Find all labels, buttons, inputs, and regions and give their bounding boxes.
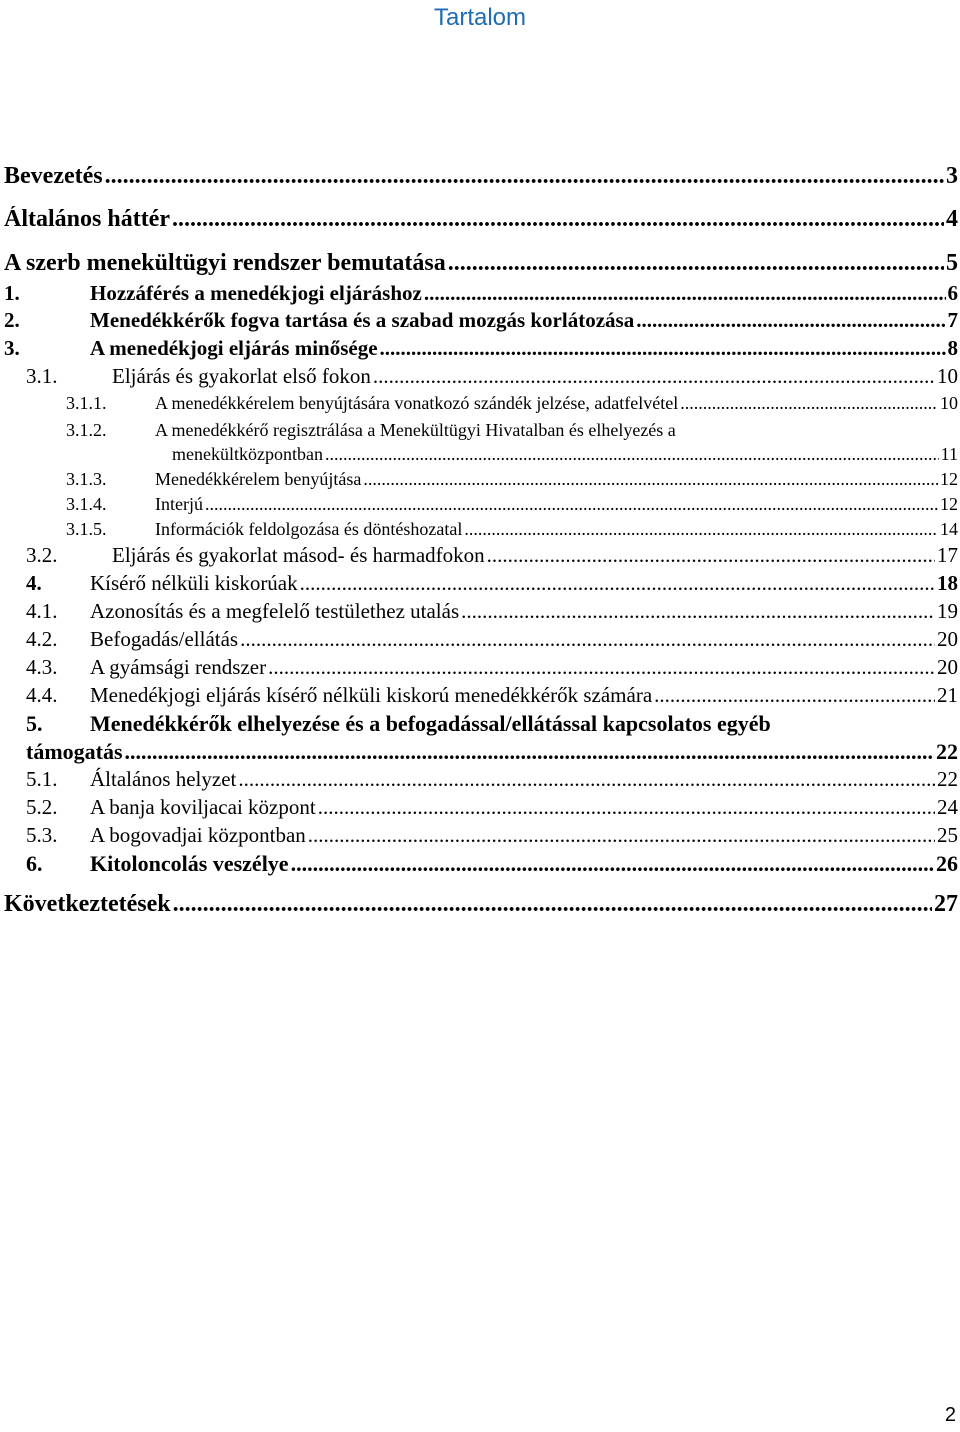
- toc-entry-bevezetes[interactable]: [4, 163, 958, 190]
- dot-leader: [363, 469, 938, 490]
- dot-leader: [325, 444, 939, 465]
- toc-title: Kitoloncolás veszélye: [90, 851, 289, 876]
- toc-page-number: 19: [937, 599, 958, 623]
- toc-number: 4.: [26, 571, 42, 595]
- toc-number: 6.: [26, 851, 43, 876]
- toc-entry-1[interactable]: [4, 281, 958, 306]
- toc-entry-4-4[interactable]: [26, 683, 958, 708]
- toc-number: 5.1.: [26, 767, 58, 791]
- toc-page-number: 20: [937, 627, 958, 651]
- toc-page-number: 14: [940, 519, 958, 539]
- dot-leader: [380, 336, 946, 361]
- dot-leader: [291, 851, 934, 877]
- toc-entry-5-2[interactable]: [26, 795, 958, 820]
- toc-title: Menedékkérelem benyújtása: [155, 469, 362, 489]
- toc-entry-4-2[interactable]: [26, 627, 958, 652]
- toc-number: 3.2.: [26, 543, 58, 567]
- toc-title: Következtetések: [4, 891, 171, 917]
- toc-number: 4.3.: [26, 655, 58, 679]
- toc-number: 1.: [4, 281, 20, 305]
- toc-entry-kovetkeztetesek[interactable]: [4, 891, 958, 918]
- toc-title: A banja koviljacai központ: [90, 795, 316, 819]
- toc-entry-3[interactable]: [4, 336, 958, 361]
- toc-entry-4-1[interactable]: [26, 599, 958, 624]
- toc-title: A menedékkérelem benyújtására vonatkozó szándék jelzése, adatfelvétel: [155, 393, 679, 413]
- toc-number: 5.2.: [26, 795, 58, 819]
- toc-page-number: 7: [947, 308, 958, 332]
- toc-page-number: 10: [937, 364, 958, 388]
- toc-page-number: 3: [946, 163, 958, 189]
- toc-title: A menedékjogi eljárás minősége: [90, 336, 378, 360]
- dot-leader: [464, 519, 938, 540]
- toc-entry-3-1-3[interactable]: [66, 469, 958, 490]
- toc-entry-3-1-4[interactable]: [66, 494, 958, 515]
- toc-title: A szerb menekültügyi rendszer bemutatása: [4, 250, 446, 276]
- toc-page-number: 4: [946, 206, 958, 232]
- toc-number: 3.1.3.: [66, 469, 107, 489]
- toc-entry-3-1-2-continued[interactable]: [172, 444, 958, 465]
- toc-title: Menedékkérők fogva tartása és a szabad mozgás korlátozása: [90, 308, 635, 332]
- dot-leader: [205, 494, 938, 515]
- toc-title: Eljárás és gyakorlat első fokon: [112, 364, 371, 388]
- dot-leader: [300, 571, 935, 596]
- dot-leader: [308, 823, 935, 848]
- toc-title: Bevezetés: [4, 163, 103, 189]
- toc-entry-5[interactable]: [26, 711, 958, 737]
- toc-page-number: 11: [940, 444, 958, 464]
- toc-page-number: 12: [940, 494, 958, 514]
- toc-title: Eljárás és gyakorlat másod- és harmadfokon: [112, 543, 485, 567]
- toc-title-line2: támogatás: [26, 739, 123, 764]
- toc-entry-5-continued[interactable]: [26, 739, 958, 765]
- toc-title-line1: A menedékkérő regisztrálása a Menekültügyi Hivatalban és elhelyezés a: [155, 420, 676, 440]
- toc-title: Általános háttér: [4, 206, 170, 232]
- toc-title-line2: menekültközpontban: [172, 444, 323, 464]
- toc-page-number: 20: [937, 655, 958, 679]
- toc-number: 5.: [26, 711, 43, 736]
- toc-title: Kísérő nélküli kiskorúak: [90, 571, 298, 595]
- toc-page-number: 10: [940, 393, 958, 413]
- toc-number: 3.1.4.: [66, 494, 107, 514]
- toc-entry-4-3[interactable]: [26, 655, 958, 680]
- dot-leader: [318, 795, 935, 820]
- toc-number: 3.1.1.: [66, 393, 107, 413]
- dot-leader: [461, 599, 935, 624]
- toc-number: 3.: [4, 336, 20, 360]
- toc-number: 3.1.: [26, 364, 58, 388]
- page-number: 2: [944, 1404, 956, 1426]
- toc-page-number: 17: [937, 543, 958, 567]
- toc-number: 3.1.2.: [66, 420, 107, 440]
- toc-page-number: 25: [937, 823, 958, 847]
- toc-title: Interjú: [155, 494, 203, 514]
- dot-leader: [105, 163, 944, 190]
- toc-page-number: 12: [940, 469, 958, 489]
- toc-title: Általános helyzet: [90, 767, 237, 791]
- toc-title: Menedékjogi eljárás kísérő nélküli kiskorú menedékkérők számára: [90, 683, 653, 707]
- dot-leader: [268, 655, 935, 680]
- toc-entry-5-1[interactable]: [26, 767, 958, 792]
- toc-entry-5-3[interactable]: [26, 823, 958, 848]
- toc-page-number: 8: [947, 336, 958, 360]
- dot-leader: [125, 739, 934, 765]
- toc-title: Azonosítás és a megfelelő testülethez utalás: [90, 599, 460, 623]
- toc-title: Információk feldolgozása és döntéshozatal: [155, 519, 463, 539]
- dot-leader: [240, 627, 935, 652]
- toc-entry-2[interactable]: [4, 308, 958, 333]
- toc-number: 5.3.: [26, 823, 58, 847]
- toc-title: Hozzáférés a menedékjogi eljáráshoz: [90, 281, 422, 305]
- toc-title: A bogovadjai központban: [90, 823, 306, 847]
- dot-leader: [654, 683, 935, 708]
- toc-entry-altalanos-hatter[interactable]: [4, 206, 958, 233]
- dot-leader: [680, 393, 938, 414]
- toc-page-number: 26: [936, 851, 958, 876]
- dot-leader: [424, 281, 946, 306]
- toc-page-number: 22: [936, 739, 958, 764]
- dot-leader: [238, 767, 935, 792]
- dot-leader: [487, 543, 935, 568]
- toc-page-number: 18: [937, 571, 958, 595]
- toc-entry-3-2[interactable]: [26, 543, 958, 568]
- toc-number: 4.1.: [26, 599, 58, 623]
- toc-entry-3-1-5[interactable]: [66, 519, 958, 540]
- toc-page-number: 5: [946, 250, 958, 276]
- toc-page-number: 27: [934, 891, 958, 917]
- toc-entry-4[interactable]: [26, 571, 958, 596]
- dot-leader: [172, 206, 944, 233]
- dot-leader: [636, 308, 945, 333]
- toc-entry-szerb-rendszer[interactable]: [4, 250, 958, 277]
- dot-leader: [448, 250, 944, 277]
- toc-entry-3-1[interactable]: [26, 364, 958, 389]
- dot-leader: [173, 891, 932, 918]
- toc-page-number: 6: [947, 281, 958, 305]
- toc-title: Befogadás/ellátás: [90, 627, 239, 651]
- toc-entry-3-1-1[interactable]: [66, 393, 958, 414]
- toc-title-line1: Menedékkérők elhelyezése és a befogadással/ellátással kapcsolatos egyéb: [90, 711, 771, 736]
- toc-number: 3.1.5.: [66, 519, 107, 539]
- toc-page-number: 24: [937, 795, 958, 819]
- toc-title: A gyámsági rendszer: [90, 655, 267, 679]
- toc-entry-3-1-2[interactable]: [66, 420, 958, 441]
- toc-number: 2.: [4, 308, 20, 332]
- toc-page-number: 22: [937, 767, 958, 791]
- toc-heading: Tartalom: [433, 4, 527, 31]
- toc-entry-6[interactable]: [26, 851, 958, 877]
- toc-page-number: 21: [937, 683, 958, 707]
- toc-number: 4.4.: [26, 683, 58, 707]
- dot-leader: [373, 364, 935, 389]
- toc-number: 4.2.: [26, 627, 58, 651]
